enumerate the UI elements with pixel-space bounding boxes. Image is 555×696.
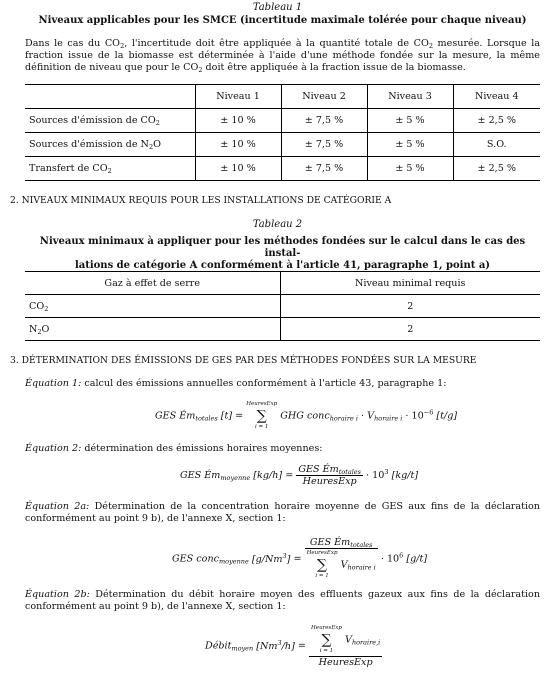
table-row [25, 295, 540, 318]
table-cell: ± 7,5 % [281, 157, 367, 181]
gas-cell: $N_2O$ [25, 318, 280, 341]
table1-header-niveau1: Niveau 1 [195, 85, 281, 109]
table2-caption: Tableau 2 [252, 219, 303, 230]
equation2-label: Équation 2: détermination des émissions horaires moyennes: [25, 443, 323, 454]
formula-2: GES $Ém_{moyenne}$ [kg/h] = $\frac{GES Ém_{totales}}{\text{HeuresExp}}$ · $10^3$ [kg/t] [180, 464, 419, 487]
table-cell: ± 10 % [195, 133, 281, 157]
table-cell: S.O. [453, 133, 540, 157]
table2-header-level: Niveau minimal requis [280, 272, 540, 295]
equation1-label: Équation 1: calcul des émissions annuelles conformément à l'article 43, paragraphe 1: [25, 378, 447, 389]
section3-heading: 3. DÉTERMINATION DES ÉMISSIONS DE GES PAR DES MÉTHODES FONDÉES SUR LA MESURE [10, 355, 477, 366]
gas-cell: $CO_2$ [25, 295, 280, 318]
formula-2b: Débit$_{moyen}$ [Nm$^3$/h] = HeuresExp ∑ i = 1 $V_{horaire,i}$ HeuresExp [205, 625, 381, 668]
level-cell: 2 [280, 318, 540, 341]
table1-intro: Dans le cas du $CO_2$, l'incertitude doit être appliquée à la quantité totale de $CO_2$ mesurée. Lorsque la fraction issue de la biomasse est déterminée à l'aide d'une méthode fondée sur la mesure, la même définition de niveau que pour le $CO_2$ doit être appliquée à la fraction issue de la biomasse. [25, 38, 540, 74]
table-cell: ± 5 % [367, 109, 453, 133]
table2-header-gas: Gaz à effet de serre [25, 272, 280, 295]
table1-header-empty [25, 85, 195, 109]
table1-header-row [25, 85, 540, 109]
sum-symbol: HeuresExp ∑ i = 1 [246, 401, 278, 430]
table1-header-niveau4: Niveau 4 [453, 85, 540, 109]
fraction: HeuresExp ∑ i = 1 $V_{horaire,i}$ HeuresExp [311, 625, 381, 668]
table-cell: ± 10 % [195, 109, 281, 133]
table-cell: ± 7,5 % [281, 109, 367, 133]
level-cell: 2 [280, 295, 540, 318]
row-label: Transfert de $CO_2$ [25, 157, 195, 181]
table1 [25, 84, 540, 181]
fraction: $\frac{GES Ém_{totales}}{\text{HeuresExp}}$ [298, 464, 361, 487]
row-label: Sources d'émission de $N_2O$ [25, 133, 195, 157]
table1-header-niveau2: Niveau 2 [281, 85, 367, 109]
table-cell: ± 2,5 % [453, 157, 540, 181]
table-row [25, 133, 540, 157]
table2-header-row [25, 272, 540, 295]
table-cell: ± 2,5 % [453, 109, 540, 133]
table2 [25, 271, 540, 341]
row-label: Sources d'émission de $CO_2$ [25, 109, 195, 133]
table-cell: ± 10 % [195, 157, 281, 181]
formula-1: GES $Ém_{totales}$ [t] = HeuresExp ∑ i = 1 GHG conc$_{horaire i}$ · $V_{horaire i} \cdot 10^{-6}$ [t/g] [155, 401, 458, 430]
table1-title: Niveaux applicables pour les SMCE (incertitude maximale tolérée pour chaque niveau) [38, 15, 527, 26]
table2-title: Niveaux minimaux à appliquer pour les méthodes fondées sur le calcul dans le cas des instal- lations de catégorie A conformément à l'article 41, paragraphe 1, point a) [39, 236, 526, 271]
formula-2a: GES conc$_{moyenne}$ [g/Nm$^3$] = GES $Ém_{totales}$ HeuresExp ∑ i = 1 $V_{horaire i}$ · $10^6$ [g/t] [172, 537, 428, 579]
table-row [25, 109, 540, 133]
table1-caption: Tableau 1 [252, 2, 303, 13]
table-cell: ± 5 % [367, 133, 453, 157]
table-row [25, 318, 540, 341]
table-cell: ± 5 % [367, 157, 453, 181]
fraction: GES $Ém_{totales}$ HeuresExp ∑ i = 1 $V_{horaire i}$ [306, 537, 376, 579]
table1-header-niveau3: Niveau 3 [367, 85, 453, 109]
equation2b-label: Équation 2b: Détermination du débit horaire moyen des effluents gazeux aux fins de la déclaration conformément au point 9 b), de l'annexe X, section 1: [25, 589, 540, 612]
table-row [25, 157, 540, 181]
sum-symbol: HeuresExp ∑ i = 1 [306, 550, 338, 579]
sum-symbol: HeuresExp ∑ i = 1 [311, 625, 342, 654]
section2-heading: 2. NIVEAUX MINIMAUX REQUIS POUR LES INSTALLATIONS DE CATÉGORIE A [10, 195, 392, 206]
table-cell: ± 7,5 % [281, 133, 367, 157]
equation2a-label: Équation 2a: Détermination de la concentration horaire moyenne de GES aux fins de la déclaration conformément au point 9 b), de l'annexe X, section 1: [25, 501, 540, 524]
